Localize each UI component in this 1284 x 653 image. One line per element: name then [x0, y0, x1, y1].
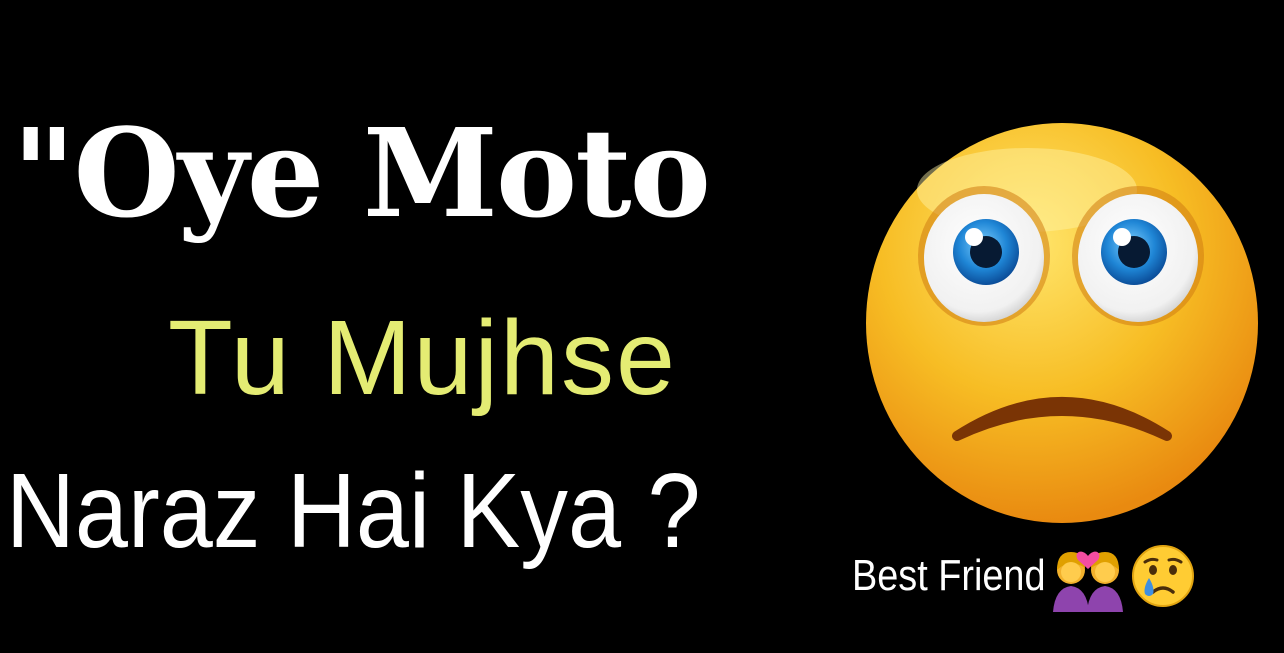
crying-face-icon [1131, 544, 1195, 608]
quote-line-1: "Oye Moto [12, 101, 709, 245]
caption-text: Best Friend [852, 551, 1046, 600]
caption-row [852, 540, 1195, 612]
two-women-with-heart-icon [1051, 540, 1125, 612]
quote-line-3: Naraz Hai Kya ? [6, 452, 701, 570]
sad-face-emoji-icon [862, 118, 1262, 528]
quote-line-2: Tu Mujhse [168, 299, 677, 417]
